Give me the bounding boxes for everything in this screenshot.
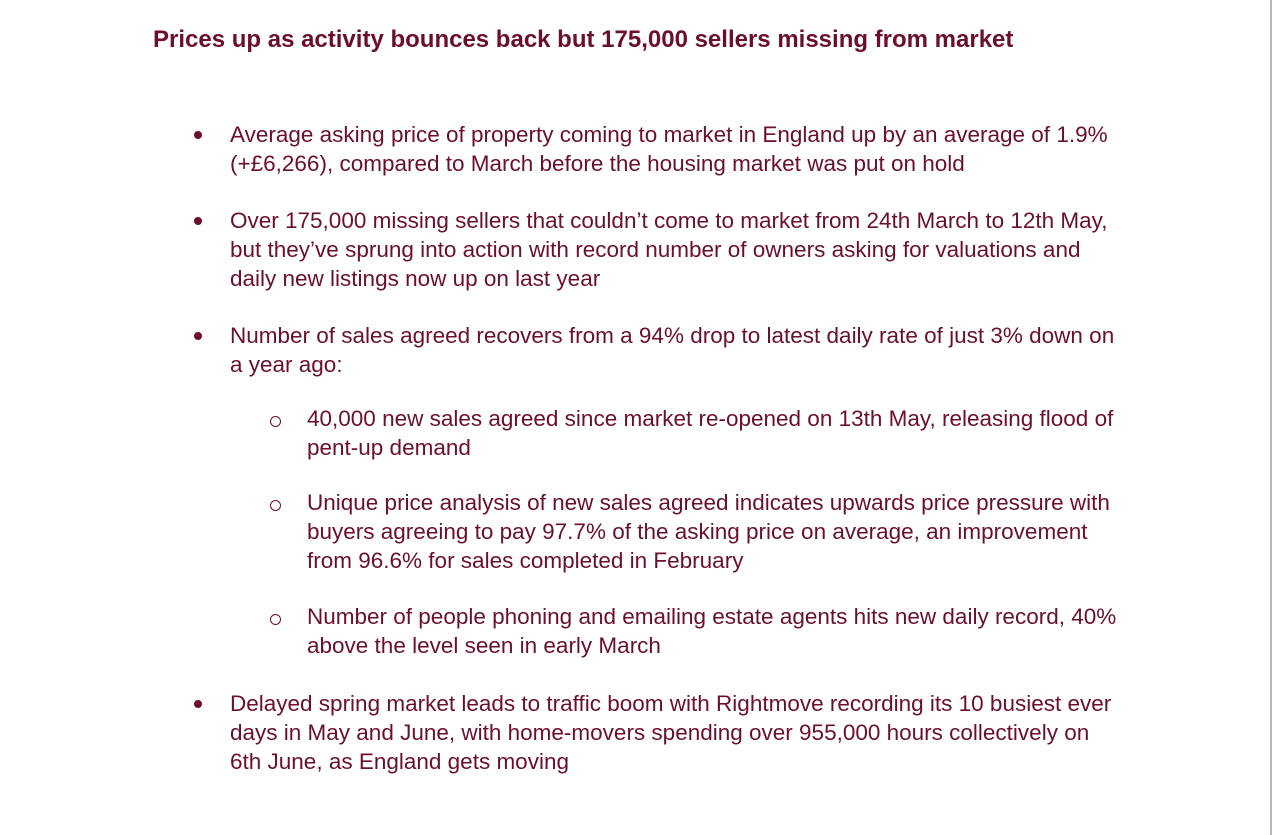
sub-bullet-item-agent-contact: Number of people phoning and emailing estate agents hits new daily record, 40% above the level seen in early March xyxy=(307,604,1117,658)
bullet-marker-disc xyxy=(193,700,203,710)
page-edge-divider xyxy=(1270,0,1272,835)
bullet-item-sales-agreed: Number of sales agreed recovers from a 94% drop to latest daily rate of just 3% down on a year ago: xyxy=(230,323,1115,377)
sub-bullet-item-new-sales: 40,000 new sales agreed since market re-opened on 13th May, releasing flood of pent-up demand xyxy=(307,406,1114,460)
bullet-marker-disc xyxy=(193,332,203,342)
bullet-item-missing-sellers: Over 175,000 missing sellers that couldn’t come to market from 24th March to 12th May, but they’ve sprung into action with record number of owners asking for valuations and daily new listings now up on last year xyxy=(230,208,1108,291)
sub-bullet-marker-circle xyxy=(270,416,282,428)
sub-bullet-item-price-analysis: Unique price analysis of new sales agreed indicates upwards price pressure with buyers agreeing to pay 97.7% of the asking price on average, an improvement from 96.6% for sales completed in February xyxy=(307,490,1110,573)
bullet-marker-disc xyxy=(193,131,203,141)
sub-bullet-marker-circle xyxy=(270,614,282,626)
sub-bullet-marker-circle xyxy=(270,500,282,512)
document-title: Prices up as activity bounces back but 175,000 sellers missing from market xyxy=(153,26,1014,53)
bullet-item-asking-price: Average asking price of property coming to market in England up by an average of 1.9% (+£6,266), compared to March before the housing market was put on hold xyxy=(230,122,1108,176)
bullet-item-traffic-boom: Delayed spring market leads to traffic boom with Rightmove recording its 10 busiest ever days in May and June, with home-movers spending over 955,000 hours collectively on 6th June, as England gets moving xyxy=(230,691,1112,774)
bullet-marker-disc xyxy=(193,217,203,227)
